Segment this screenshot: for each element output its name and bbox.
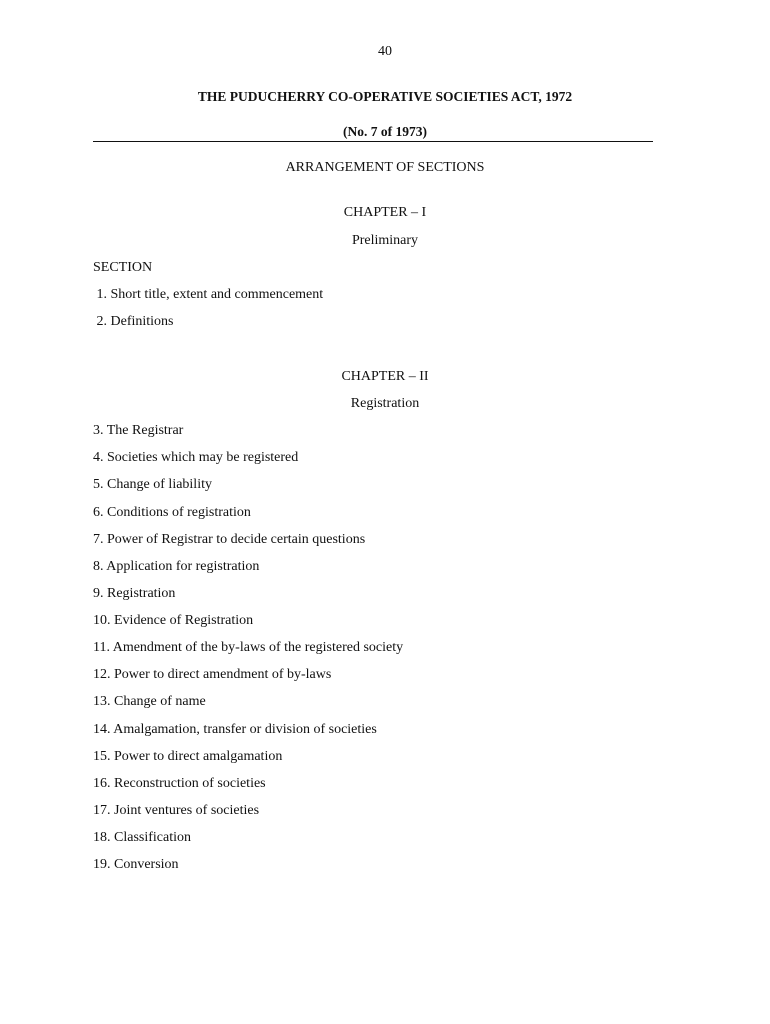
- title-divider: [93, 141, 653, 142]
- section-entry: 5. Change of liability: [93, 477, 212, 492]
- section-entry: 1. Short title, extent and commencement: [93, 287, 324, 302]
- section-entry: 16. Reconstruction of societies: [93, 776, 266, 791]
- arrangement-heading: ARRANGEMENT OF SECTIONS: [285, 160, 485, 175]
- section-entry: 18. Classification: [93, 830, 191, 845]
- section-entry: 10. Evidence of Registration: [93, 613, 254, 628]
- section-entry: 19. Conversion: [93, 857, 179, 872]
- section-entry: 8. Application for registration: [93, 559, 260, 574]
- section-entry: 2. Definitions: [93, 314, 174, 329]
- section-entry: 11. Amendment of the by-laws of the registered society: [93, 640, 404, 655]
- section-entry: 14. Amalgamation, transfer or division of societies: [93, 722, 377, 737]
- section-entry: 4. Societies which may be registered: [93, 450, 299, 465]
- section-label: SECTION: [93, 260, 153, 275]
- section-entry: 6. Conditions of registration: [93, 505, 251, 520]
- section-entry: 17. Joint ventures of societies: [93, 803, 260, 818]
- section-entry: 12. Power to direct amendment of by-laws: [93, 667, 332, 682]
- section-entry: 3. The Registrar: [93, 423, 184, 438]
- section-entry: 7. Power of Registrar to decide certain questions: [93, 532, 366, 547]
- section-entry: 9. Registration: [93, 586, 176, 601]
- page-number: 40: [378, 44, 392, 59]
- section-entry: 13. Change of name: [93, 694, 206, 709]
- chapter-1-subtitle: Preliminary: [351, 233, 419, 248]
- chapter-2-heading: CHAPTER – II: [341, 369, 429, 384]
- act-number: (No. 7 of 1973): [343, 124, 427, 139]
- chapter-2-subtitle: Registration: [350, 396, 420, 411]
- chapter-1-heading: CHAPTER – I: [343, 205, 427, 220]
- section-entry: 15. Power to direct amalgamation: [93, 749, 283, 764]
- act-title: THE PUDUCHERRY CO-OPERATIVE SOCIETIES ACT, 1972: [197, 89, 573, 104]
